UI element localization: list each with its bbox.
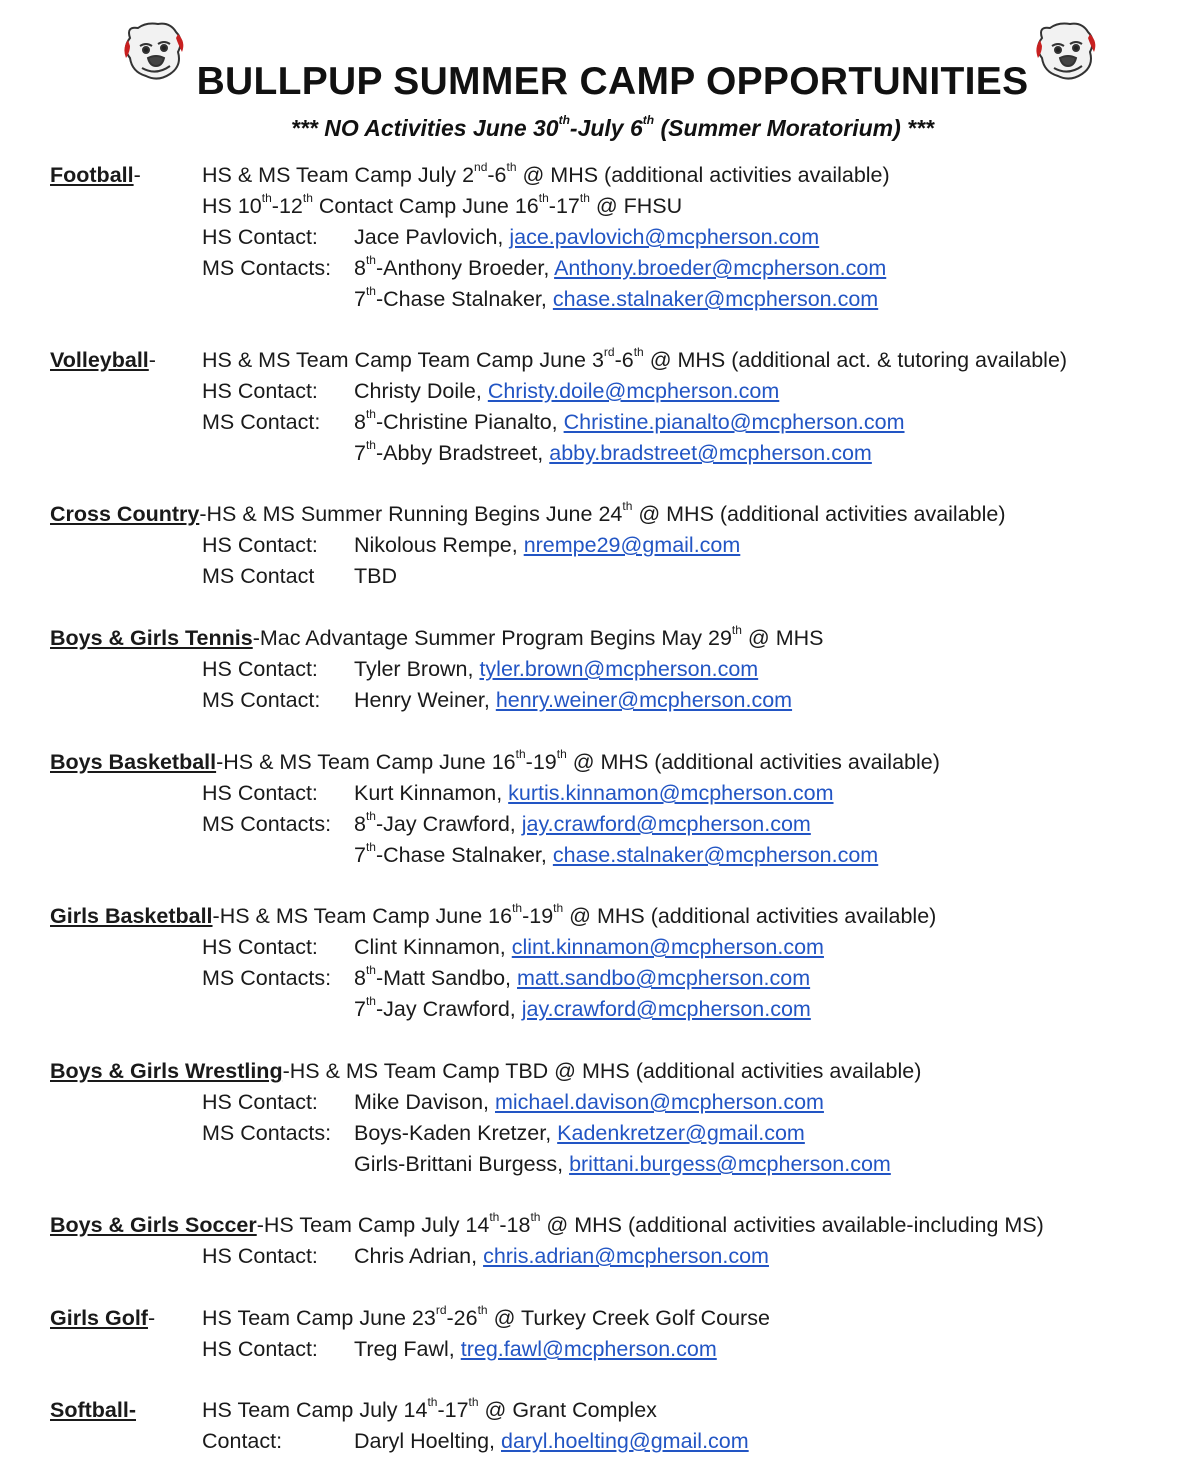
contact-label: Contact: <box>202 1429 283 1453</box>
sport-heading: Boys & Girls Wrestling <box>50 1059 283 1083</box>
email-link[interactable]: nrempe29@gmail.com <box>523 533 741 557</box>
sport-heading: Girls Golf <box>50 1306 148 1330</box>
contact-label: MS Contacts: <box>202 812 332 836</box>
page-subtitle: *** NO Activities June 30th-July 6th (Summer Moratorium) *** <box>291 113 934 141</box>
sport-heading: Volleyball <box>50 348 149 372</box>
contact-label: MS Contacts: <box>202 256 332 280</box>
camp-info: -HS & MS Team Camp TBD @ MHS (additional activities available) <box>282 1059 922 1083</box>
soccer-section: Boys & Girls Soccer-HS Team Camp July 14th-18th @ MHS (additional activities available-including MS) HS Contact: Chris Adrian, chris.adrian@mcpherson.com <box>50 1210 1169 1272</box>
boys-basketball-section: Boys Basketball-HS & MS Team Camp June 16th-19th @ MHS (additional activities available) HS Contact: Kurt Kinnamon, kurtis.kinnamon@mcpherson.com MS Contacts: 8th-Jay Crawford, jay.crawford@mcpherson.com 7th-Chase Stalnaker, chase.stalnaker@mcpherson.com <box>50 746 940 867</box>
girls-basketball-section: Girls Basketball-HS & MS Team Camp June 16th-19th @ MHS (additional activities available) HS Contact: Clint Kinnamon, clint.kinnamon@mcpherson.com MS Contacts: 8th-Matt Sandbo, matt.sandbo@mcpherson.com 7th-Jay Crawford, jay.crawford@mcpherson.com <box>50 900 937 1021</box>
page-title: BULLPUP SUMMER CAMP OPPORTUNITIES <box>196 60 1029 103</box>
contact-label: HS Contact: <box>202 533 318 557</box>
wrestling-section: Boys & Girls Wrestling-HS & MS Team Camp TBD @ MHS (additional activities available) HS Contact: Mike Davison, michael.davison@mcpherson.com MS Contacts: Boys-Kaden Kretzer, Kadenkretzer@gmail.com Girls-Brittani Burgess, brittani.burgess@mcpherson.com <box>50 1059 922 1176</box>
email-link[interactable]: chase.stalnaker@mcpherson.com <box>552 287 879 311</box>
email-link[interactable]: henry.weiner@mcpherson.com <box>495 688 793 712</box>
contact-label: HS Contact: <box>202 225 318 249</box>
golf-section: Girls Golf- HS Team Camp June 23rd-26th @ Turkey Creek Golf Course HS Contact: Treg Fawl, treg.fawl@mcpherson.com <box>50 1303 1169 1365</box>
email-link[interactable]: michael.davison@mcpherson.com <box>495 1090 824 1114</box>
email-link[interactable]: tyler.brown@mcpherson.com <box>479 657 759 681</box>
email-link[interactable]: Christine.pianalto@mcpherson.com <box>563 410 905 434</box>
camp-info: -HS & MS Summer Running Begins June 24th @ MHS (additional activities available) <box>199 498 1006 526</box>
contact-label: HS Contact: <box>202 1337 318 1361</box>
email-link[interactable]: jay.crawford@mcpherson.com <box>521 812 811 836</box>
contact-label: MS Contact <box>202 564 315 588</box>
contact-label: HS Contact: <box>202 1244 318 1268</box>
sport-heading: Boys & Girls Soccer <box>50 1213 257 1237</box>
camp-info: -HS Team Camp July 14th-18th @ MHS (additional activities available-including MS) <box>256 1209 1044 1237</box>
contact-label: HS Contact: <box>202 379 318 403</box>
email-link[interactable]: Anthony.broeder@mcpherson.com <box>554 256 887 280</box>
email-link[interactable]: clint.kinnamon@mcpherson.com <box>511 935 824 959</box>
email-link[interactable]: jay.crawford@mcpherson.com <box>521 997 811 1021</box>
contact-label: HS Contact: <box>202 1090 318 1114</box>
contact-label: MS Contact: <box>202 410 321 434</box>
email-link[interactable]: chase.stalnaker@mcpherson.com <box>552 843 879 867</box>
contact-label: HS Contact: <box>202 781 318 805</box>
contact-label: HS Contact: <box>202 935 318 959</box>
contact-label: HS Contact: <box>202 657 318 681</box>
sport-heading: Boys & Girls Tennis <box>50 626 253 650</box>
camp-info: HS 10th-12th Contact Camp June 16th-17th @ FHSU <box>202 190 683 218</box>
email-link[interactable]: abby.bradstreet@mcpherson.com <box>549 441 872 465</box>
contact-value: TBD <box>354 564 397 588</box>
camp-info: -HS & MS Team Camp June 16th-19th @ MHS (additional activities available) <box>212 900 937 928</box>
camp-info: -HS & MS Team Camp June 16th-19th @ MHS (additional activities available) <box>216 746 940 774</box>
sport-heading: Girls Basketball <box>50 904 213 928</box>
camp-info: HS Team Camp July 14th-17th @ Grant Complex <box>202 1394 657 1422</box>
sport-heading: Softball- <box>50 1398 136 1422</box>
email-link[interactable]: jace.pavlovich@mcpherson.com <box>509 225 820 249</box>
email-link[interactable]: daryl.hoelting@gmail.com <box>500 1429 749 1453</box>
sport-heading: Boys Basketball <box>50 750 217 774</box>
email-link[interactable]: Kadenkretzer@gmail.com <box>557 1121 805 1145</box>
camp-info: HS & MS Team Camp Team Camp June 3rd-6th @ MHS (additional act. & tutoring available) <box>202 344 1068 372</box>
camp-info: HS & MS Team Camp July 2nd-6th @ MHS (additional activities available) <box>202 159 890 187</box>
email-link[interactable]: matt.sandbo@mcpherson.com <box>517 966 811 990</box>
softball-section: Softball- HS Team Camp July 14th-17th @ Grant Complex Contact: Daryl Hoelting, daryl.hoelting@gmail.com <box>50 1395 1169 1457</box>
contact-label: MS Contacts: <box>202 966 332 990</box>
sport-heading: Football <box>50 163 134 187</box>
camp-info: -Mac Advantage Summer Program Begins May 29th @ MHS <box>252 622 824 650</box>
email-link[interactable]: Christy.doile@mcpherson.com <box>487 379 780 403</box>
email-link[interactable]: kurtis.kinnamon@mcpherson.com <box>508 781 834 805</box>
volleyball-section: Volleyball- HS & MS Team Camp Team Camp June 3rd-6th @ MHS (additional act. & tutoring available) HS Contact: Christy Doile, Christy.doile@mcpherson.com MS Contact: 8th-Christine Pianalto, Christine.pianalto@mcpherson.com 7th-Abby Bradstreet, abby.bradstreet@mcpherson.com <box>50 344 1068 465</box>
email-link[interactable]: chris.adrian@mcpherson.com <box>483 1244 769 1268</box>
email-link[interactable]: brittani.burgess@mcpherson.com <box>569 1152 891 1176</box>
cross-country-section: Cross Country-HS & MS Summer Running Begins June 24th @ MHS (additional activities available) HS Contact: Nikolous Rempe, nrempe29@gmail.com MS Contact TBD <box>50 499 1169 592</box>
contact-label: MS Contact: <box>202 688 321 712</box>
tennis-section: Boys & Girls Tennis-Mac Advantage Summer Program Begins May 29th @ MHS HS Contact: Tyler Brown, tyler.brown@mcpherson.com MS Contact: Henry Weiner, henry.weiner@mcpherson.com <box>50 623 1169 716</box>
email-link[interactable]: treg.fawl@mcpherson.com <box>460 1337 717 1361</box>
camp-info: HS Team Camp June 23rd-26th @ Turkey Creek Golf Course <box>202 1302 770 1330</box>
football-section: Football- HS & MS Team Camp July 2nd-6th @ MHS (additional activities available) HS 10th-12th Contact Camp June 16th-17th @ FHSU HS Contact: Jace Pavlovich, jace.pavlovich@mcpherson.com MS Contacts: 8th-Anthony Broeder, Anthony.broeder@mcpherson.com 7th-Chase Stalnaker, chase.stalnaker@mcpherson.com <box>50 159 890 311</box>
sport-heading: Cross Country <box>50 502 200 526</box>
contact-label: MS Contacts: <box>202 1121 332 1145</box>
